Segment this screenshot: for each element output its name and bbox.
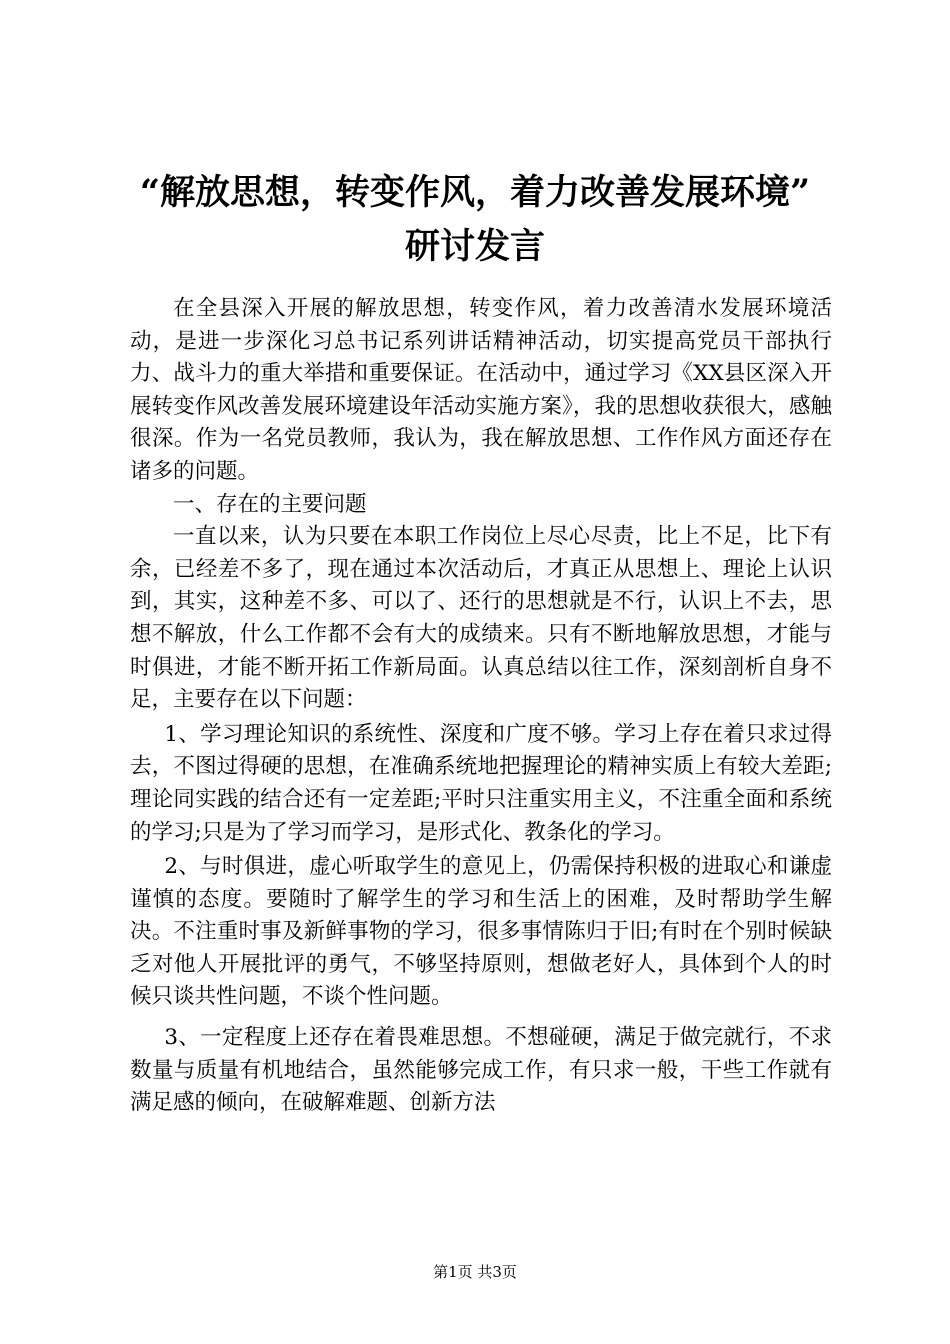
document-subtitle: 研讨发言	[404, 226, 545, 267]
numbered-item-1: 1、学习理论知识的系统性、深度和广度不够。学习上存在着只求过得去，不图过得硬的思想，在准确系统地把握理论的精神实质上有较大差距;理论同实践的结合还有一定差距;平时只注重实用主义，不注重全面和系统的学习;只是为了学习而学习，是形式化、教条化的学习。	[130, 721, 832, 845]
numbered-item-3: 3、一定程度上还存在着畏难思想。不想碰硬，满足于做完就行，不求数量与质量有机地结合，虽然能够完成工作，有只求一般，干些工作就有满足感的倾向，在破解难题、创新方法	[130, 1025, 832, 1116]
document-title: “解放思想，转变作风，着力改善发展环境”	[139, 172, 811, 213]
page-footer: 第1页 共3页	[433, 1263, 517, 1281]
document-body	[130, 293, 832, 1120]
body-paragraph: 一直以来，认为只要在本职工作岗位上尽心尽责，比上不足，比下有余，已经差不多了，现在通过本次活动后，才真正从思想上、理论上认识到，其实，这种差不多、可以了、还行的思想就是不行，认识上不去，思想不解放，什么工作都不会有大的成绩来。只有不断地解放思想，才能与时俱进，才能不断开拓工作新局面。认真总结以往工作，深刻剖析自身不足，主要存在以下问题：	[130, 524, 832, 713]
intro-paragraph: 在全县深入开展的解放思想，转变作风，着力改善清水发展环境活动，是进一步深化习总书记系列讲话精神活动，切实提高党员干部执行力、战斗力的重大举措和重要保证。在活动中，通过学习《XX县区深入开展转变作风改善发展环境建设年活动实施方案》，我的思想收获很大，感触很深。作为一名党员教师，我认为，我在解放思想、工作作风方面还存在诸多的问题。	[130, 296, 832, 484]
numbered-item-2: 2、与时俱进，虚心听取学生的意见上，仍需保持积极的进取心和谦虚谨慎的态度。要随时了解学生的学习和生活上的困难，及时帮助学生解决。不注重时事及新鲜事物的学习，很多事情陈归于旧;有时在个别时候缺乏对他人开展批评的勇气，不够坚持原则，想做老好人，具体到个人的时候只谈共性问题，不谈个性问题。	[130, 854, 832, 1010]
section-heading: 一、存在的主要问题	[173, 491, 367, 517]
